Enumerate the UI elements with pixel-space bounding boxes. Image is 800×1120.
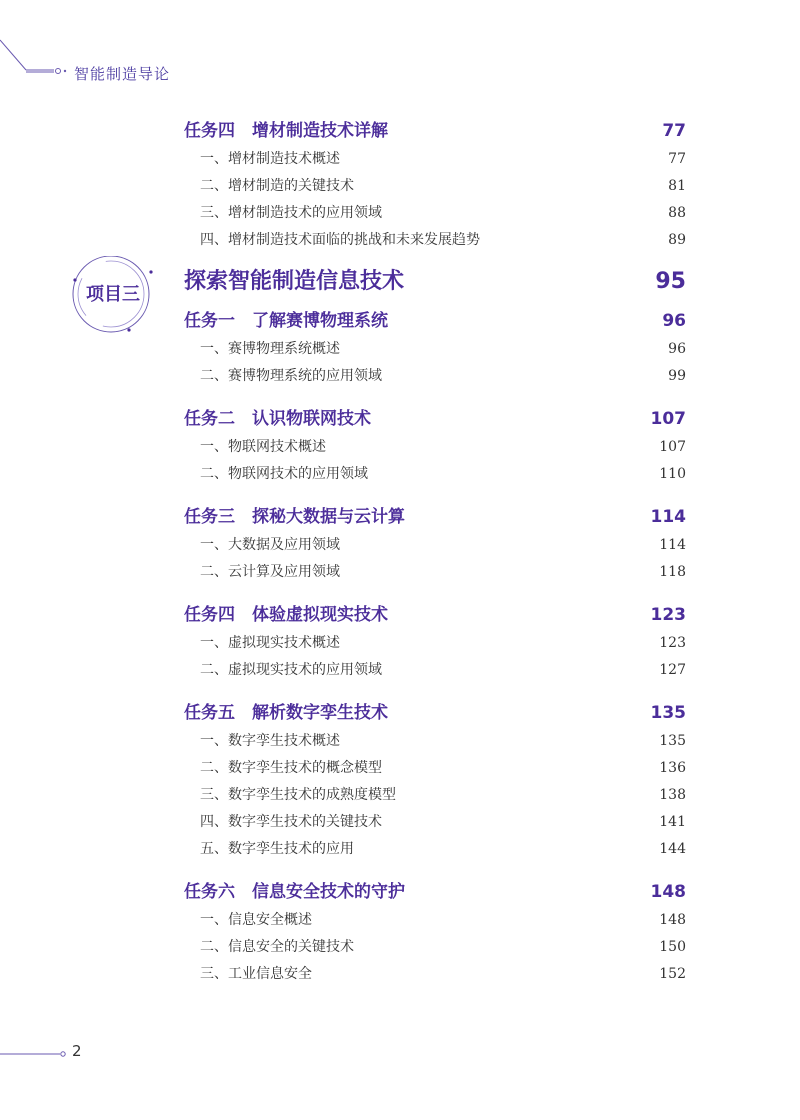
toc-sub-entry[interactable] <box>184 363 686 390</box>
toc-sub-entry[interactable] <box>184 173 686 200</box>
task-page: 123 <box>650 605 686 625</box>
toc-sub-entry[interactable] <box>184 146 686 173</box>
sub-title: 二、数字孪生技术的概念模型 <box>200 760 382 776</box>
sub-page: 77 <box>668 151 686 167</box>
task-title: 任务二 认识物联网技术 <box>184 409 371 429</box>
toc-sub-entry[interactable] <box>184 434 686 461</box>
task-title: 任务三 探秘大数据与云计算 <box>184 507 405 527</box>
sub-title: 三、增材制造技术的应用领域 <box>200 205 382 221</box>
sub-title: 三、数字孪生技术的成熟度模型 <box>200 787 396 803</box>
sub-page: 81 <box>668 178 686 194</box>
toc-task-entry[interactable] <box>184 877 686 907</box>
toc-task-entry[interactable] <box>184 306 686 336</box>
task-page: 107 <box>650 409 686 429</box>
book-title: 智能制造导论 <box>74 65 171 83</box>
sub-title: 二、增材制造的关键技术 <box>200 178 354 194</box>
sub-page: 138 <box>659 787 686 803</box>
sub-page: 89 <box>668 232 686 248</box>
header-decoration <box>0 0 80 80</box>
sub-title: 四、数字孪生技术的关键技术 <box>200 814 382 830</box>
toc-sub-entry[interactable] <box>184 559 686 586</box>
toc-sub-entry[interactable] <box>184 532 686 559</box>
sub-page: 114 <box>659 537 686 553</box>
sub-title: 二、云计算及应用领域 <box>200 564 340 580</box>
toc-sub-entry[interactable] <box>184 630 686 657</box>
sub-title: 三、工业信息安全 <box>200 966 312 982</box>
sub-title: 一、信息安全概述 <box>200 912 312 928</box>
sub-page: 141 <box>659 814 686 830</box>
task-page: 77 <box>662 121 686 141</box>
sub-page: 152 <box>659 966 686 982</box>
sub-page: 107 <box>659 439 686 455</box>
toc-sub-entry[interactable] <box>184 227 686 254</box>
task-title: 任务五 解析数字孪生技术 <box>184 703 388 723</box>
sub-page: 144 <box>659 841 686 857</box>
toc-sub-entry[interactable] <box>184 200 686 227</box>
toc-sub-entry[interactable] <box>184 657 686 684</box>
sub-title: 一、物联网技术概述 <box>200 439 326 455</box>
task-title: 任务一 了解赛博物理系统 <box>184 311 388 331</box>
page-number: 2 <box>72 1042 82 1060</box>
task-page: 135 <box>650 703 686 723</box>
sub-page: 123 <box>659 635 686 651</box>
project-badge-label: 项目三 <box>86 284 140 305</box>
sub-title: 四、增材制造技术面临的挑战和未来发展趋势 <box>200 232 480 248</box>
toc-sub-entry[interactable] <box>184 809 686 836</box>
toc-task-entry[interactable] <box>184 116 686 146</box>
toc-sub-entry[interactable] <box>184 961 686 988</box>
toc-task-entry[interactable] <box>184 600 686 630</box>
toc-task-entry[interactable] <box>184 502 686 532</box>
toc-task-entry[interactable] <box>184 698 686 728</box>
toc-sub-entry[interactable] <box>184 461 686 488</box>
sub-page: 99 <box>668 368 686 384</box>
project-title: 探索智能制造信息技术 <box>184 269 405 294</box>
sub-page: 110 <box>659 466 686 482</box>
toc-sub-entry[interactable] <box>184 836 686 863</box>
toc-sub-entry[interactable] <box>184 934 686 961</box>
sub-title: 二、赛博物理系统的应用领域 <box>200 368 382 384</box>
sub-page: 127 <box>659 662 686 678</box>
sub-page: 148 <box>659 912 686 928</box>
task-page: 114 <box>650 507 686 527</box>
sub-title: 五、数字孪生技术的应用 <box>200 841 354 857</box>
sub-title: 二、物联网技术的应用领域 <box>200 466 368 482</box>
task-title: 任务四 体验虚拟现实技术 <box>184 605 388 625</box>
toc-sub-entry[interactable] <box>184 336 686 363</box>
sub-page: 96 <box>668 341 686 357</box>
task-title: 任务四 增材制造技术详解 <box>184 121 388 141</box>
sub-title: 二、虚拟现实技术的应用领域 <box>200 662 382 678</box>
toc-sub-entry[interactable] <box>184 755 686 782</box>
toc-sub-entry[interactable] <box>184 782 686 809</box>
toc-task-entry[interactable] <box>184 404 686 434</box>
sub-title: 一、赛博物理系统概述 <box>200 341 340 357</box>
sub-title: 一、增材制造技术概述 <box>200 151 340 167</box>
sub-title: 一、大数据及应用领域 <box>200 537 340 553</box>
sub-page: 150 <box>659 939 686 955</box>
sub-page: 136 <box>659 760 686 776</box>
sub-title: 二、信息安全的关键技术 <box>200 939 354 955</box>
task-title: 任务六 信息安全技术的守护 <box>184 882 405 902</box>
toc-project-entry[interactable] <box>184 262 686 302</box>
table-of-contents <box>184 116 686 988</box>
sub-page: 135 <box>659 733 686 749</box>
task-page: 148 <box>650 882 686 902</box>
sub-page: 88 <box>668 205 686 221</box>
sub-title: 一、虚拟现实技术概述 <box>200 635 340 651</box>
task-page: 96 <box>662 311 686 331</box>
footer-decoration <box>0 1050 70 1058</box>
toc-sub-entry[interactable] <box>184 907 686 934</box>
sub-title: 一、数字孪生技术概述 <box>200 733 340 749</box>
sub-page: 118 <box>659 564 686 580</box>
project-page: 95 <box>655 269 686 294</box>
toc-sub-entry[interactable] <box>184 728 686 755</box>
